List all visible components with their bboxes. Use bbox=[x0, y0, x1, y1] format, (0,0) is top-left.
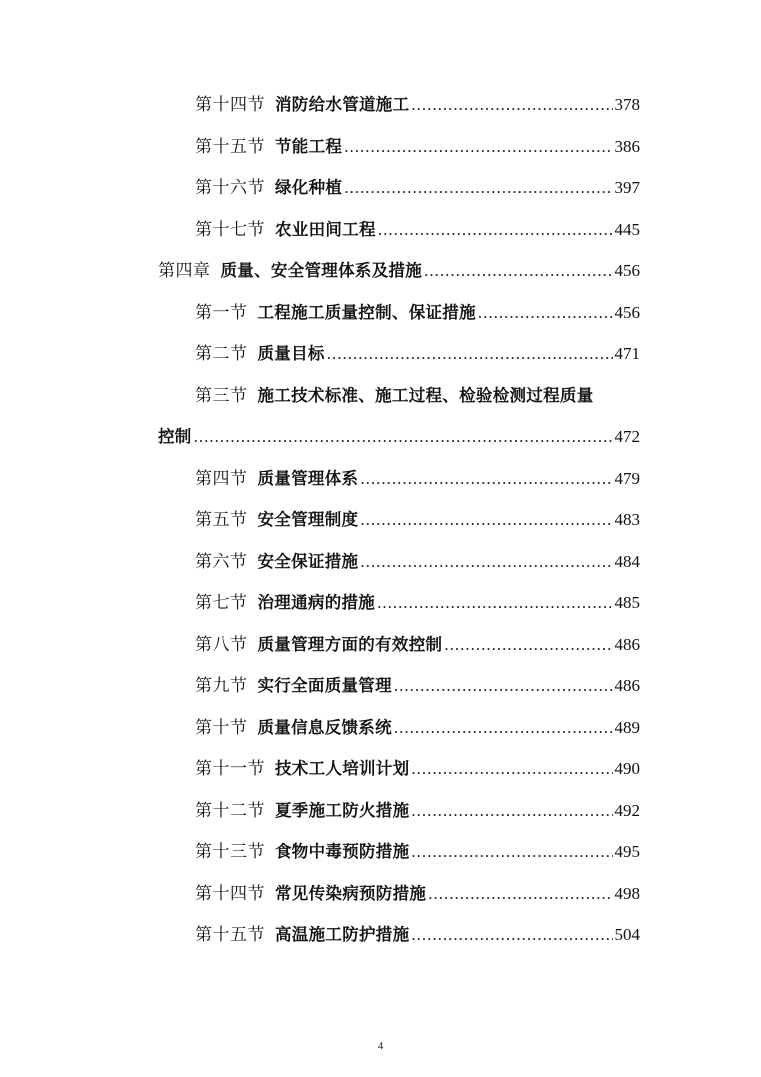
toc-entry-title: 消防给水管道施工 bbox=[275, 95, 410, 114]
toc-entry[interactable] bbox=[195, 878, 640, 910]
dot-leader bbox=[360, 463, 612, 495]
toc-entry[interactable] bbox=[195, 297, 640, 329]
toc-entry-page: 490 bbox=[614, 759, 640, 778]
toc-entry-page: 479 bbox=[614, 468, 640, 488]
toc-entry-page: 378 bbox=[614, 95, 640, 114]
toc-entry-page: 485 bbox=[614, 593, 640, 612]
toc-entry-page: 471 bbox=[614, 344, 640, 363]
toc-entry-label: 第一节 bbox=[195, 302, 248, 322]
dot-leader bbox=[424, 255, 612, 287]
toc-entry-label: 第九节 bbox=[195, 676, 248, 695]
toc-entry-title: 节能工程 bbox=[275, 136, 343, 156]
toc-entry[interactable] bbox=[195, 587, 640, 619]
toc-entry-title: 技术工人培训计划 bbox=[275, 759, 410, 778]
dot-leader bbox=[344, 172, 612, 204]
toc-entry[interactable] bbox=[195, 712, 640, 744]
toc-entry-title: 质量管理体系 bbox=[257, 468, 359, 488]
toc-entry-title: 实行全面质量管理 bbox=[257, 676, 392, 695]
toc-entry-page: 445 bbox=[614, 219, 640, 239]
dot-leader bbox=[411, 753, 612, 785]
toc-entry[interactable] bbox=[195, 753, 640, 785]
toc-entry-page: 486 bbox=[614, 634, 640, 654]
dot-leader bbox=[411, 89, 612, 121]
toc-entry-page: 498 bbox=[614, 883, 640, 903]
toc-entry[interactable] bbox=[195, 172, 640, 204]
dot-leader bbox=[411, 795, 612, 827]
toc-entry-title: 绿化种植 bbox=[275, 178, 343, 197]
toc-entry-title: 常见传染病预防措施 bbox=[275, 883, 427, 903]
toc-entry-label: 第十五节 bbox=[195, 925, 265, 944]
toc-entry-page: 386 bbox=[614, 136, 640, 156]
toc-entry-page: 492 bbox=[614, 800, 640, 820]
toc-entry-page: 456 bbox=[614, 302, 640, 322]
dot-leader bbox=[377, 587, 612, 619]
toc-entry-label: 第二节 bbox=[195, 344, 248, 363]
toc-entry-page: 484 bbox=[614, 551, 640, 571]
toc-entry-page: 472 bbox=[614, 427, 640, 446]
toc-entry-title: 治理通病的措施 bbox=[257, 593, 376, 612]
toc-entry-page: 456 bbox=[614, 261, 640, 280]
toc-entry-label: 第八节 bbox=[195, 634, 248, 654]
dot-leader bbox=[478, 297, 613, 329]
toc-entry[interactable] bbox=[195, 629, 640, 661]
toc-entry-label: 第十五节 bbox=[195, 136, 265, 156]
dot-leader bbox=[394, 712, 613, 744]
toc-entry[interactable] bbox=[195, 546, 640, 578]
toc-entry-title-continuation: 控制 bbox=[158, 427, 192, 446]
toc-entry-title: 施工技术标准、施工过程、检验检测过程质量 bbox=[257, 385, 594, 405]
toc-entry-label: 第四章 bbox=[158, 261, 211, 280]
dot-leader bbox=[411, 919, 612, 951]
toc-entry-page: 486 bbox=[614, 676, 640, 695]
toc-entry[interactable] bbox=[195, 795, 640, 827]
toc-entry-page: 483 bbox=[614, 510, 640, 529]
toc-entry-label: 第三节 bbox=[195, 385, 248, 405]
toc-entry-title: 高温施工防护措施 bbox=[275, 925, 410, 944]
toc-entry-label: 第四节 bbox=[195, 468, 248, 488]
toc-entry[interactable] bbox=[195, 131, 640, 163]
toc-entry-label: 第十四节 bbox=[195, 95, 265, 114]
toc-entry-title: 质量目标 bbox=[257, 344, 325, 363]
toc-entry-title: 质量管理方面的有效控制 bbox=[257, 634, 443, 654]
toc-entry-page: 489 bbox=[614, 717, 640, 737]
toc-entry[interactable] bbox=[195, 380, 640, 412]
toc-entry-title: 安全管理制度 bbox=[257, 510, 359, 529]
dot-leader bbox=[444, 629, 612, 661]
toc-entry[interactable] bbox=[195, 89, 640, 121]
toc-entry-title: 夏季施工防火措施 bbox=[275, 800, 410, 820]
toc-entry-label: 第十三节 bbox=[195, 842, 265, 861]
toc-chapter-entry[interactable] bbox=[158, 255, 640, 287]
toc-entry[interactable] bbox=[195, 919, 640, 951]
toc-entry-label: 第十节 bbox=[195, 717, 248, 737]
dot-leader bbox=[378, 214, 613, 246]
toc-entry-continuation[interactable] bbox=[158, 421, 640, 453]
toc-entry-title: 质量信息反馈系统 bbox=[257, 717, 392, 737]
toc-entry-title: 农业田间工程 bbox=[275, 219, 376, 239]
dot-leader bbox=[360, 546, 612, 578]
toc-entry-title: 质量、安全管理体系及措施 bbox=[220, 261, 423, 280]
toc-entry-page: 397 bbox=[614, 178, 640, 197]
dot-leader bbox=[194, 421, 613, 453]
toc-entry-page: 504 bbox=[614, 925, 640, 944]
toc-entry-label: 第六节 bbox=[195, 551, 248, 571]
dot-leader bbox=[327, 338, 613, 370]
toc-entry-label: 第七节 bbox=[195, 593, 248, 612]
toc-entry[interactable] bbox=[195, 670, 640, 702]
dot-leader bbox=[411, 836, 612, 868]
toc-entry-label: 第五节 bbox=[195, 510, 248, 529]
toc-entry-page: 495 bbox=[614, 842, 640, 861]
toc-entry[interactable] bbox=[195, 338, 640, 370]
toc-entry-title: 工程施工质量控制、保证措施 bbox=[257, 302, 476, 322]
dot-leader bbox=[428, 878, 612, 910]
page-number: 4 bbox=[377, 1040, 384, 1052]
toc-entry-title: 安全保证措施 bbox=[257, 551, 359, 571]
toc-entry[interactable] bbox=[195, 463, 640, 495]
dot-leader bbox=[344, 131, 612, 163]
toc-entry[interactable] bbox=[195, 836, 640, 868]
dot-leader bbox=[360, 504, 612, 536]
toc-entry[interactable] bbox=[195, 504, 640, 536]
toc-entry-label: 第十六节 bbox=[195, 178, 265, 197]
toc-entry-label: 第十二节 bbox=[195, 800, 265, 820]
toc-entry-label: 第十四节 bbox=[195, 883, 265, 903]
toc-entry-label: 第十一节 bbox=[195, 759, 265, 778]
toc-entry-label: 第十七节 bbox=[195, 219, 265, 239]
toc-entry[interactable] bbox=[195, 214, 640, 246]
toc-entry-title: 食物中毒预防措施 bbox=[275, 842, 410, 861]
dot-leader bbox=[394, 670, 613, 702]
